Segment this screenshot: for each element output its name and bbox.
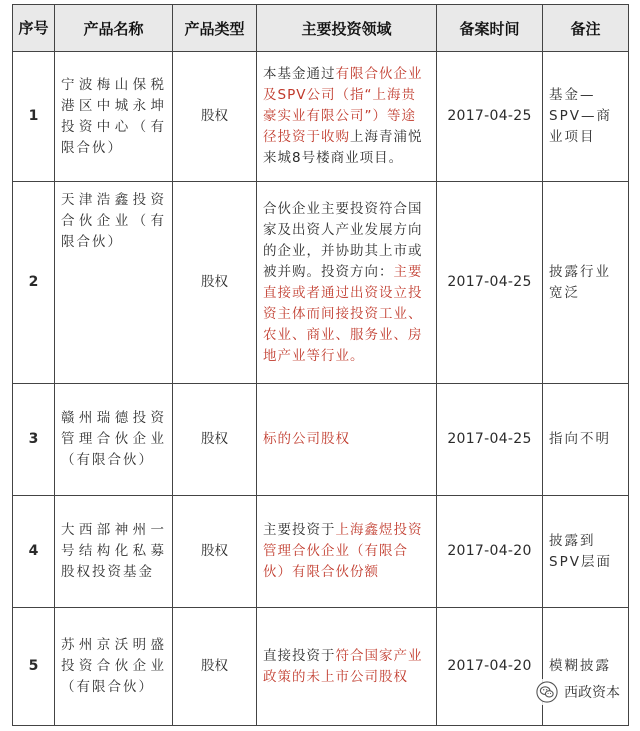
cell-no: 1 (13, 52, 55, 182)
cell-no: 5 (13, 608, 55, 726)
field-text-highlight: 上海鑫煜投资管理合伙企业（有限合伙）有限合伙份额 (263, 522, 423, 580)
table-row (13, 384, 629, 496)
cell-field (257, 496, 437, 608)
header-field: 主要投资领域 (257, 5, 437, 52)
header-type: 产品类型 (173, 5, 257, 52)
fund-table (12, 4, 629, 726)
field-text-highlight: 标的公司股权 (263, 431, 350, 447)
cell-note: 基金—SPV—商业项目 (543, 52, 629, 182)
table-row (13, 608, 629, 726)
field-text: 直接投资于 (263, 647, 336, 664)
cell-type: 股权 (173, 384, 257, 496)
table-header-row (13, 5, 629, 52)
table-row (13, 52, 629, 182)
wechat-icon (536, 681, 558, 703)
cell-date: 2017-04-20 (437, 608, 543, 726)
table-row (13, 496, 629, 608)
cell-note: 指向不明 (543, 384, 629, 496)
cell-date: 2017-04-25 (437, 52, 543, 182)
cell-name: 苏州京沃明盛投资合伙企业（有限合伙） (55, 608, 173, 726)
cell-date: 2017-04-25 (437, 384, 543, 496)
field-text-highlight: 有限合伙企业及SPV公司（指“上海贵豪实业有限公司”）等途径投资于收购 (263, 66, 423, 145)
cell-no: 2 (13, 182, 55, 384)
field-text-highlight: 符合国家产业政策的未上市公司股权 (263, 647, 423, 685)
cell-field (257, 182, 437, 384)
header-no (13, 5, 55, 52)
cell-field (257, 384, 437, 496)
cell-type: 股权 (173, 52, 257, 182)
cell-no: 3 (13, 384, 55, 496)
cell-field (257, 52, 437, 182)
header-note: 备注 (543, 5, 629, 52)
header-name: 产品名称 (55, 5, 173, 52)
cell-note: 披露到SPV层面 (543, 496, 629, 608)
cell-note: 模糊披露 (543, 608, 629, 726)
field-text-highlight: 主要直接或者通过出资设立投资主体而间接投资工业、农业、商业、服务业、房地产业等行业。 (263, 263, 423, 364)
watermark-text: 西政资本 (564, 685, 620, 701)
field-text: 上海青浦悦来城8号楼商业项目。 (263, 129, 423, 166)
field-text: 主要投资于 (263, 522, 336, 538)
cell-note: 披露行业宽泛 (543, 182, 629, 384)
cell-name: 大西部神州一号结构化私募股权投资基金 (55, 496, 173, 608)
cell-no: 4 (13, 496, 55, 608)
cell-field (257, 608, 437, 726)
cell-type: 股权 (173, 182, 257, 384)
cell-date: 2017-04-25 (437, 182, 543, 384)
header-date: 备案时间 (437, 5, 543, 52)
cell-date: 2017-04-20 (437, 496, 543, 608)
cell-type: 股权 (173, 496, 257, 608)
field-text: 本基金通过 (263, 66, 336, 82)
cell-name: 赣州瑞德投资管理合伙企业（有限合伙） (55, 384, 173, 496)
cell-type: 股权 (173, 608, 257, 726)
field-text: 合伙企业主要投资符合国家及出资人产业发展方向的企业，并协助其上市或被并购。投资方向： (263, 200, 423, 280)
cell-name: 宁波梅山保税港区中城永坤投资中心（有限合伙） (55, 52, 173, 182)
cell-name: 天津浩鑫投资合伙企业（有限合伙） (55, 182, 173, 384)
header-no-label: 序号 (18, 19, 49, 37)
watermark (530, 679, 626, 705)
table-row (13, 182, 629, 384)
